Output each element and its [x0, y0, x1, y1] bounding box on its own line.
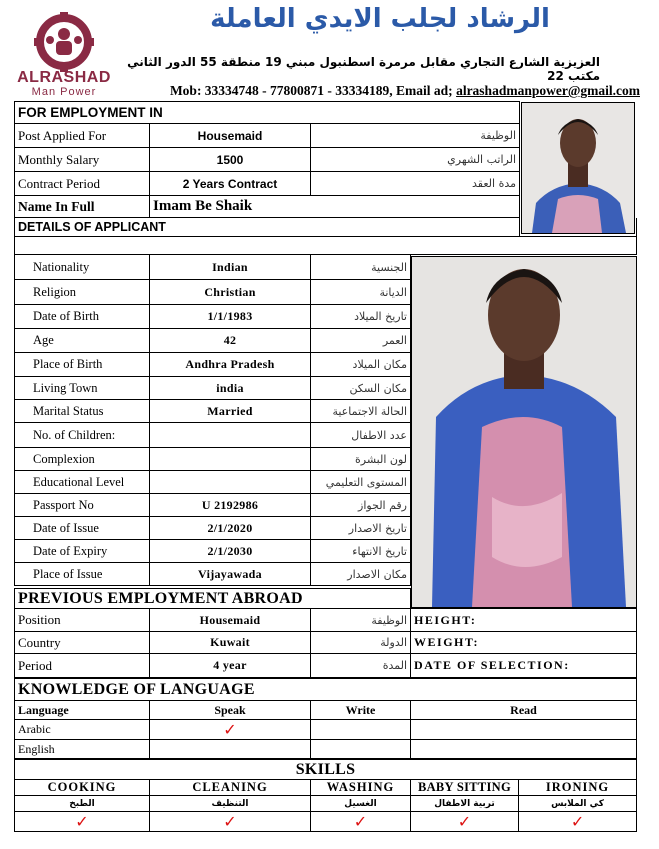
previous-employment-table [14, 588, 637, 678]
skill-ironing: IRONING [519, 780, 637, 796]
language-heading: KNOWLEDGE OF LANGUAGE [15, 679, 637, 701]
employment-row [15, 148, 520, 172]
row-label: Contract Period [15, 172, 150, 196]
write-col-header: Write [311, 701, 411, 720]
row-label: No. of Children: [15, 423, 150, 448]
row-value: Housemaid [150, 124, 311, 148]
detail-row [15, 494, 411, 517]
row-label-arabic: تاريخ الانتهاء [311, 540, 411, 563]
row-label: Educational Level [15, 471, 150, 494]
row-value: Indian [150, 255, 311, 280]
row-value: 1500 [150, 148, 311, 172]
row-label: Age [15, 329, 150, 353]
applicant-details-table [14, 254, 411, 586]
row-value [150, 471, 311, 494]
row-label-arabic: الراتب الشهري [311, 148, 520, 172]
row-label-arabic: العمر [311, 329, 411, 353]
employment-row [15, 172, 520, 196]
read-cell [411, 720, 637, 740]
row-value [150, 448, 311, 471]
contact-email[interactable]: alrashadmanpower@gmail.com [456, 83, 640, 98]
write-cell [311, 720, 411, 740]
contact-line [125, 83, 640, 99]
row-label: Marital Status [15, 400, 150, 423]
employment-heading: FOR EMPLOYMENT IN [15, 102, 520, 124]
language-table [14, 678, 637, 759]
row-label: Place of Birth [15, 353, 150, 377]
name-value: Imam Be Shaik [150, 196, 520, 218]
row-value: Christian [150, 280, 311, 305]
row-value: india [150, 377, 311, 400]
skill-cleaning-arabic: التنظيف [150, 796, 311, 812]
row-label-arabic: تاريخ الميلاد [311, 305, 411, 329]
row-label-arabic: الدولة [311, 632, 411, 654]
row-value: 2 Years Contract [150, 172, 311, 196]
detail-row [15, 400, 411, 423]
row-value [150, 423, 311, 448]
row-label: Passport No [15, 494, 150, 517]
row-value: 2/1/2020 [150, 517, 311, 540]
row-label-arabic: لون البشرة [311, 448, 411, 471]
row-label-arabic: مكان الميلاد [311, 353, 411, 377]
row-value: U 2192986 [150, 494, 311, 517]
name-row [15, 196, 520, 218]
check-mark-icon: ✓ [150, 812, 311, 832]
row-label: Date of Birth [15, 305, 150, 329]
language-row [15, 740, 637, 759]
skill-baby-sitting-arabic: تربية الاطفال [411, 796, 519, 812]
detail-row [15, 353, 411, 377]
row-value: 42 [150, 329, 311, 353]
row-label-arabic: تاريخ الاصدار [311, 517, 411, 540]
details-heading-table [14, 217, 637, 255]
skill-cooking: COOKING [15, 780, 150, 796]
row-label: Position [15, 609, 150, 632]
check-mark-icon: ✓ [411, 812, 519, 832]
skills-table [14, 759, 637, 832]
skill-ironing-arabic: كي الملابس [519, 796, 637, 812]
speak-cell [150, 740, 311, 759]
row-label-arabic: المدة [311, 654, 411, 678]
check-mark-icon: ✓ [150, 720, 311, 740]
employment-table [14, 101, 520, 218]
row-label: Nationality [15, 255, 150, 280]
row-label-arabic: الديانة [311, 280, 411, 305]
skills-heading: SKILLS [15, 760, 637, 780]
check-mark-icon: ✓ [15, 812, 150, 832]
previous-employment-heading: PREVIOUS EMPLOYMENT ABROAD [15, 589, 411, 609]
skill-cleaning: CLEANING [150, 780, 311, 796]
height-field: HEIGHT: [411, 609, 637, 632]
row-label-arabic: الحالة الاجتماعية [311, 400, 411, 423]
detail-row [15, 377, 411, 400]
applicant-photo-large [411, 256, 637, 608]
logo-subtitle: Man Power [31, 86, 97, 98]
date-of-selection-field: DATE OF SELECTION: [411, 654, 637, 678]
previous-row [15, 654, 637, 678]
portrait-image-icon [522, 103, 634, 233]
row-value: Married [150, 400, 311, 423]
row-label: Post Applied For [15, 124, 150, 148]
skills-header-row [15, 780, 637, 796]
skill-cooking-arabic: الطبخ [15, 796, 150, 812]
skills-mark-row [15, 812, 637, 832]
detail-row [15, 305, 411, 329]
row-label: Date of Issue [15, 517, 150, 540]
row-label: Complexion [15, 448, 150, 471]
detail-row [15, 448, 411, 471]
row-label: Period [15, 654, 150, 678]
row-value: 2/1/2030 [150, 540, 311, 563]
check-mark-icon: ✓ [519, 812, 637, 832]
row-value: 4 year [150, 654, 311, 678]
skills-arabic-row [15, 796, 637, 812]
detail-row [15, 517, 411, 540]
row-label-arabic: مدة العقد [311, 172, 520, 196]
skill-baby-sitting: BABY SITTING [411, 780, 519, 796]
details-heading: DETAILS OF APPLICANT [15, 218, 520, 237]
check-mark-icon: ✓ [311, 812, 411, 832]
row-label: Place of Issue [15, 563, 150, 586]
detail-row [15, 540, 411, 563]
contact-phones: Mob: 33334748 - 77800871 - 33334189, Email ad; [169, 83, 457, 98]
row-label: Country [15, 632, 150, 654]
row-label-arabic: المستوى التعليمي [311, 471, 411, 494]
row-value: Housemaid [150, 609, 311, 632]
logo-wordmark: ALRASHAD [17, 69, 111, 86]
speak-col-header: Speak [150, 701, 311, 720]
language-name: Arabic [15, 720, 150, 740]
applicant-photo-small [521, 102, 635, 234]
row-label: Religion [15, 280, 150, 305]
name-label: Name In Full [15, 196, 150, 218]
row-label-arabic: عدد الاطفال [311, 423, 411, 448]
company-title-arabic: الرشاد لجلب الايدي العاملة [210, 4, 550, 34]
skill-washing-arabic: الغسيل [311, 796, 411, 812]
row-label-arabic: الوظيفة [311, 609, 411, 632]
portrait-image-icon [412, 257, 636, 607]
previous-row [15, 609, 637, 632]
read-col-header: Read [411, 701, 637, 720]
weight-field: WEIGHT: [411, 632, 637, 654]
previous-row [15, 632, 637, 654]
row-value: Kuwait [150, 632, 311, 654]
skill-washing: WASHING [311, 780, 411, 796]
language-row [15, 720, 637, 740]
detail-row [15, 471, 411, 494]
employment-row [15, 124, 520, 148]
write-cell [311, 740, 411, 759]
language-col-header: Language [15, 701, 150, 720]
read-cell [411, 740, 637, 759]
row-value: 1/1/1983 [150, 305, 311, 329]
row-label-arabic: الجنسية [311, 255, 411, 280]
row-value: Vijayawada [150, 563, 311, 586]
row-label-arabic: الوظيفة [311, 124, 520, 148]
detail-row [15, 423, 411, 448]
language-name: English [15, 740, 150, 759]
company-address-arabic: العزيزية الشارع التجاري مقابل مرمرة اسطنبول مبني 19 منطقة 55 الدور الثاني مكتب 22 [127, 55, 600, 83]
row-label-arabic: مكان السكن [311, 377, 411, 400]
row-label: Living Town [15, 377, 150, 400]
detail-row [15, 255, 411, 280]
row-label-arabic: مكان الاصدار [311, 563, 411, 586]
detail-row [15, 329, 411, 353]
detail-row [15, 280, 411, 305]
row-label: Date of Expiry [15, 540, 150, 563]
row-label: Monthly Salary [15, 148, 150, 172]
detail-row [15, 563, 411, 586]
row-label-arabic: رقم الجواز [311, 494, 411, 517]
row-value: Andhra Pradesh [150, 353, 311, 377]
